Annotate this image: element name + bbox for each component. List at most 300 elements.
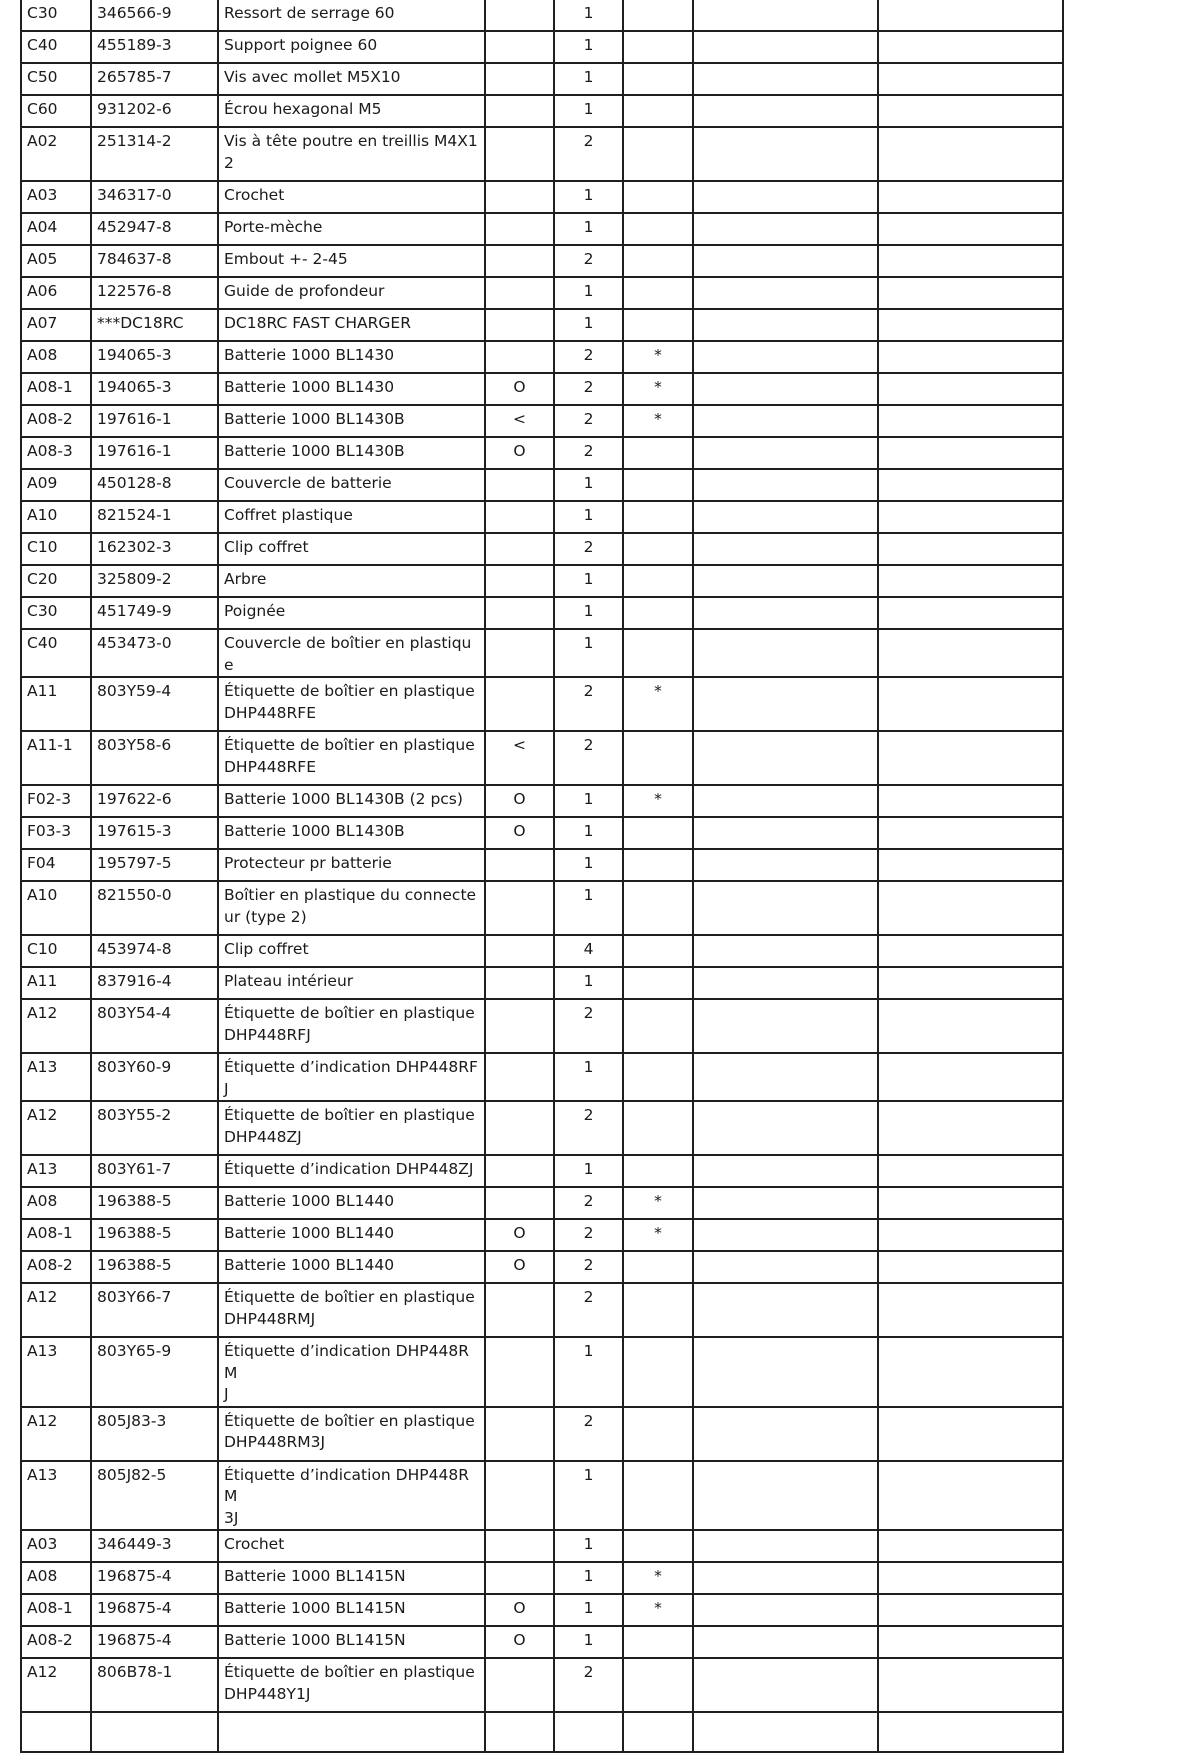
description-cell: Batterie 1000 BL1430B (218, 817, 485, 849)
quantity-cell: 1 (554, 817, 623, 849)
part-number-cell: 452947-8 (91, 213, 218, 245)
item-ref-cell: C50 (21, 63, 91, 95)
item-ref-cell: A08-1 (21, 373, 91, 405)
empty-cell-cell (693, 1712, 878, 1752)
empty-cell-cell (693, 1251, 878, 1283)
description-cell: Batterie 1000 BL1430 (218, 341, 485, 373)
empty-cell-cell (878, 677, 1063, 731)
part-number-cell: 196875-4 (91, 1626, 218, 1658)
change-mark-cell: O (485, 437, 554, 469)
empty-cell-cell (878, 245, 1063, 277)
change-mark-cell (485, 31, 554, 63)
note-mark-cell (623, 245, 693, 277)
quantity-cell: 2 (554, 1251, 623, 1283)
table-row (21, 501, 1063, 533)
description-cell: Vis avec mollet M5X10 (218, 63, 485, 95)
table-row (21, 1407, 1063, 1461)
description-cell: Batterie 1000 BL1430B (218, 405, 485, 437)
item-ref-cell: F02-3 (21, 785, 91, 817)
quantity-cell: 1 (554, 469, 623, 501)
empty-cell-cell (693, 731, 878, 785)
empty-cell-cell (878, 1658, 1063, 1712)
part-number-cell: 803Y66-7 (91, 1283, 218, 1337)
table-row (21, 373, 1063, 405)
quantity-cell: 1 (554, 0, 623, 31)
item-ref-cell: A08-3 (21, 437, 91, 469)
item-ref-cell: A13 (21, 1461, 91, 1531)
part-number-cell: 122576-8 (91, 277, 218, 309)
description-cell: Étiquette de boîtier en plastique DHP448RFJ (218, 999, 485, 1053)
empty-cell-cell (878, 1626, 1063, 1658)
quantity-cell: 1 (554, 1461, 623, 1531)
change-mark-cell (485, 63, 554, 95)
description-cell: Ressort de serrage 60 (218, 0, 485, 31)
quantity-cell: 2 (554, 437, 623, 469)
quantity-cell: 2 (554, 1219, 623, 1251)
empty-cell-cell (693, 1658, 878, 1712)
note-mark-cell (623, 181, 693, 213)
change-mark-cell (485, 1530, 554, 1562)
change-mark-cell (485, 1562, 554, 1594)
quantity-cell: 1 (554, 309, 623, 341)
note-mark-cell (623, 1712, 693, 1752)
note-mark-cell (623, 0, 693, 31)
change-mark-cell (485, 309, 554, 341)
empty-cell-cell (878, 213, 1063, 245)
empty-cell-cell (693, 0, 878, 31)
note-mark-cell (623, 469, 693, 501)
empty-cell-cell (693, 849, 878, 881)
change-mark-cell (485, 127, 554, 181)
table-row (21, 1155, 1063, 1187)
quantity-cell: 2 (554, 533, 623, 565)
part-number-cell: 805J83-3 (91, 1407, 218, 1461)
part-number-cell: 453473-0 (91, 629, 218, 677)
change-mark-cell (485, 0, 554, 31)
empty-cell-cell (878, 95, 1063, 127)
change-mark-cell (485, 935, 554, 967)
note-mark-cell (623, 1101, 693, 1155)
description-cell (218, 1712, 485, 1752)
table-row (21, 1101, 1063, 1155)
note-mark-cell (623, 1530, 693, 1562)
note-mark-cell: * (623, 405, 693, 437)
description-cell: Étiquette de boîtier en plastique DHP448RFE (218, 731, 485, 785)
item-ref-cell (21, 1712, 91, 1752)
item-ref-cell: F03-3 (21, 817, 91, 849)
note-mark-cell: * (623, 785, 693, 817)
quantity-cell: 2 (554, 341, 623, 373)
item-ref-cell: A12 (21, 999, 91, 1053)
empty-cell-cell (693, 1219, 878, 1251)
description-cell: Batterie 1000 BL1430B (2 pcs) (218, 785, 485, 817)
empty-cell-cell (878, 1251, 1063, 1283)
part-number-cell: 455189-3 (91, 31, 218, 63)
empty-cell-cell (878, 967, 1063, 999)
description-cell: Étiquette d’indication DHP448ZJ (218, 1155, 485, 1187)
empty-cell-cell (878, 849, 1063, 881)
table-row (21, 1712, 1063, 1752)
table-row (21, 785, 1063, 817)
empty-cell-cell (878, 731, 1063, 785)
item-ref-cell: A08-1 (21, 1594, 91, 1626)
empty-cell-cell (878, 1187, 1063, 1219)
table-row (21, 935, 1063, 967)
part-number-cell: 803Y54-4 (91, 999, 218, 1053)
empty-cell-cell (878, 565, 1063, 597)
part-number-cell: 803Y60-9 (91, 1053, 218, 1101)
part-number-cell: 196388-5 (91, 1251, 218, 1283)
quantity-cell: 1 (554, 1337, 623, 1407)
table-row (21, 127, 1063, 181)
empty-cell-cell (878, 1155, 1063, 1187)
part-number-cell: 196388-5 (91, 1187, 218, 1219)
table-row (21, 533, 1063, 565)
description-cell: Crochet (218, 1530, 485, 1562)
quantity-cell: 1 (554, 31, 623, 63)
quantity-cell: 1 (554, 181, 623, 213)
note-mark-cell: * (623, 1562, 693, 1594)
quantity-cell: 1 (554, 1594, 623, 1626)
empty-cell-cell (693, 213, 878, 245)
part-number-cell: 251314-2 (91, 127, 218, 181)
item-ref-cell: A13 (21, 1337, 91, 1407)
description-cell: Batterie 1000 BL1440 (218, 1219, 485, 1251)
table-row (21, 967, 1063, 999)
empty-cell-cell (878, 533, 1063, 565)
change-mark-cell (485, 565, 554, 597)
change-mark-cell (485, 881, 554, 935)
note-mark-cell (623, 277, 693, 309)
part-number-cell: 931202-6 (91, 95, 218, 127)
table-row (21, 1461, 1063, 1531)
change-mark-cell (485, 533, 554, 565)
empty-cell-cell (878, 1461, 1063, 1531)
empty-cell-cell (693, 1337, 878, 1407)
item-ref-cell: A08 (21, 341, 91, 373)
item-ref-cell: A08-2 (21, 1251, 91, 1283)
part-number-cell: 197615-3 (91, 817, 218, 849)
note-mark-cell: * (623, 373, 693, 405)
change-mark-cell (485, 501, 554, 533)
note-mark-cell (623, 437, 693, 469)
item-ref-cell: A13 (21, 1053, 91, 1101)
item-ref-cell: A07 (21, 309, 91, 341)
empty-cell-cell (693, 817, 878, 849)
table-row (21, 181, 1063, 213)
empty-cell-cell (878, 373, 1063, 405)
description-cell: Étiquette de boîtier en plastique DHP448RM3J (218, 1407, 485, 1461)
description-cell: Étiquette de boîtier en plastique DHP448ZJ (218, 1101, 485, 1155)
change-mark-cell: O (485, 1251, 554, 1283)
description-cell: Étiquette de boîtier en plastique DHP448Y1J (218, 1658, 485, 1712)
table-row (21, 1562, 1063, 1594)
empty-cell-cell (693, 1594, 878, 1626)
change-mark-cell (485, 677, 554, 731)
description-cell: Étiquette d’indication DHP448RM J (218, 1337, 485, 1407)
quantity-cell: 1 (554, 1626, 623, 1658)
table-row (21, 1658, 1063, 1712)
table-row (21, 341, 1063, 373)
description-cell: Étiquette d’indication DHP448RM 3J (218, 1461, 485, 1531)
note-mark-cell: * (623, 1219, 693, 1251)
change-mark-cell (485, 1155, 554, 1187)
quantity-cell: 1 (554, 785, 623, 817)
description-cell: Crochet (218, 181, 485, 213)
empty-cell-cell (693, 1101, 878, 1155)
empty-cell-cell (693, 629, 878, 677)
part-number-cell: 197616-1 (91, 405, 218, 437)
empty-cell-cell (878, 1562, 1063, 1594)
note-mark-cell (623, 127, 693, 181)
quantity-cell: 2 (554, 1658, 623, 1712)
empty-cell-cell (878, 0, 1063, 31)
empty-cell-cell (878, 1337, 1063, 1407)
part-number-cell: 803Y58-6 (91, 731, 218, 785)
change-mark-cell (485, 469, 554, 501)
description-cell: Étiquette d’indication DHP448RFJ (218, 1053, 485, 1101)
description-cell: Batterie 1000 BL1430B (218, 437, 485, 469)
quantity-cell: 1 (554, 565, 623, 597)
description-cell: Support poignee 60 (218, 31, 485, 63)
description-cell: Batterie 1000 BL1440 (218, 1251, 485, 1283)
quantity-cell: 2 (554, 1101, 623, 1155)
quantity-cell: 1 (554, 1562, 623, 1594)
empty-cell-cell (693, 935, 878, 967)
part-number-cell: 346317-0 (91, 181, 218, 213)
table-row (21, 31, 1063, 63)
quantity-cell: 2 (554, 1187, 623, 1219)
empty-cell-cell (878, 629, 1063, 677)
item-ref-cell: C30 (21, 597, 91, 629)
change-mark-cell (485, 341, 554, 373)
item-ref-cell: A10 (21, 881, 91, 935)
description-cell: Batterie 1000 BL1415N (218, 1562, 485, 1594)
empty-cell-cell (693, 967, 878, 999)
note-mark-cell (623, 309, 693, 341)
quantity-cell: 1 (554, 501, 623, 533)
note-mark-cell (623, 533, 693, 565)
empty-cell-cell (693, 1461, 878, 1531)
part-number-cell: 196388-5 (91, 1219, 218, 1251)
note-mark-cell (623, 1461, 693, 1531)
note-mark-cell (623, 1251, 693, 1283)
quantity-cell: 2 (554, 677, 623, 731)
empty-cell-cell (693, 1187, 878, 1219)
description-cell: Étiquette de boîtier en plastique DHP448RFE (218, 677, 485, 731)
change-mark-cell: O (485, 785, 554, 817)
note-mark-cell (623, 999, 693, 1053)
empty-cell-cell (878, 405, 1063, 437)
empty-cell-cell (693, 785, 878, 817)
note-mark-cell (623, 881, 693, 935)
item-ref-cell: A09 (21, 469, 91, 501)
description-cell: Batterie 1000 BL1415N (218, 1594, 485, 1626)
item-ref-cell: C10 (21, 935, 91, 967)
empty-cell-cell (693, 1053, 878, 1101)
quantity-cell: 2 (554, 1407, 623, 1461)
description-cell: Batterie 1000 BL1415N (218, 1626, 485, 1658)
empty-cell-cell (693, 1407, 878, 1461)
description-cell: DC18RC FAST CHARGER (218, 309, 485, 341)
parts-table-body (21, 0, 1063, 1752)
empty-cell-cell (693, 501, 878, 533)
table-row (21, 881, 1063, 935)
empty-cell-cell (693, 597, 878, 629)
quantity-cell: 2 (554, 999, 623, 1053)
item-ref-cell: C20 (21, 565, 91, 597)
quantity-cell: 1 (554, 1155, 623, 1187)
item-ref-cell: C30 (21, 0, 91, 31)
empty-cell-cell (693, 881, 878, 935)
change-mark-cell (485, 1712, 554, 1752)
part-number-cell: 325809-2 (91, 565, 218, 597)
empty-cell-cell (878, 1530, 1063, 1562)
description-cell: Protecteur pr batterie (218, 849, 485, 881)
table-row (21, 1626, 1063, 1658)
part-number-cell: 803Y59-4 (91, 677, 218, 731)
description-cell: Étiquette de boîtier en plastique DHP448RMJ (218, 1283, 485, 1337)
note-mark-cell (623, 1626, 693, 1658)
quantity-cell: 1 (554, 1530, 623, 1562)
empty-cell-cell (878, 597, 1063, 629)
item-ref-cell: A13 (21, 1155, 91, 1187)
quantity-cell: 1 (554, 629, 623, 677)
item-ref-cell: A02 (21, 127, 91, 181)
empty-cell-cell (693, 677, 878, 731)
part-number-cell: 194065-3 (91, 341, 218, 373)
empty-cell-cell (878, 501, 1063, 533)
item-ref-cell: C60 (21, 95, 91, 127)
quantity-cell (554, 1712, 623, 1752)
empty-cell-cell (693, 1626, 878, 1658)
change-mark-cell: O (485, 373, 554, 405)
note-mark-cell (623, 849, 693, 881)
empty-cell-cell (878, 1101, 1063, 1155)
table-row (21, 405, 1063, 437)
note-mark-cell (623, 501, 693, 533)
empty-cell-cell (878, 881, 1063, 935)
part-number-cell: 805J82-5 (91, 1461, 218, 1531)
change-mark-cell (485, 181, 554, 213)
quantity-cell: 1 (554, 1053, 623, 1101)
change-mark-cell (485, 245, 554, 277)
change-mark-cell (485, 95, 554, 127)
table-row (21, 1283, 1063, 1337)
change-mark-cell (485, 1283, 554, 1337)
quantity-cell: 1 (554, 63, 623, 95)
item-ref-cell: A06 (21, 277, 91, 309)
quantity-cell: 2 (554, 405, 623, 437)
note-mark-cell (623, 1053, 693, 1101)
empty-cell-cell (693, 405, 878, 437)
item-ref-cell: A08-1 (21, 1219, 91, 1251)
description-cell: Arbre (218, 565, 485, 597)
empty-cell-cell (878, 31, 1063, 63)
table-row (21, 677, 1063, 731)
description-cell: Boîtier en plastique du connecte ur (type 2) (218, 881, 485, 935)
part-number-cell: 837916-4 (91, 967, 218, 999)
item-ref-cell: A08 (21, 1562, 91, 1594)
item-ref-cell: A12 (21, 1658, 91, 1712)
change-mark-cell (485, 1053, 554, 1101)
description-cell: Embout +- 2-45 (218, 245, 485, 277)
item-ref-cell: C10 (21, 533, 91, 565)
description-cell: Batterie 1000 BL1430 (218, 373, 485, 405)
part-number-cell: 803Y65-9 (91, 1337, 218, 1407)
table-row (21, 731, 1063, 785)
part-number-cell: 194065-3 (91, 373, 218, 405)
description-cell: Clip coffret (218, 935, 485, 967)
table-row (21, 1337, 1063, 1407)
table-row (21, 817, 1063, 849)
empty-cell-cell (693, 31, 878, 63)
part-number-cell: 784637-8 (91, 245, 218, 277)
note-mark-cell (623, 95, 693, 127)
part-number-cell: 803Y61-7 (91, 1155, 218, 1187)
empty-cell-cell (693, 1562, 878, 1594)
note-mark-cell (623, 1658, 693, 1712)
change-mark-cell: O (485, 1594, 554, 1626)
empty-cell-cell (693, 1283, 878, 1337)
description-cell: Poignée (218, 597, 485, 629)
empty-cell-cell (878, 437, 1063, 469)
table-row (21, 63, 1063, 95)
part-number-cell: 162302-3 (91, 533, 218, 565)
quantity-cell: 4 (554, 935, 623, 967)
empty-cell-cell (878, 999, 1063, 1053)
empty-cell-cell (878, 785, 1063, 817)
part-number-cell: 265785-7 (91, 63, 218, 95)
empty-cell-cell (693, 63, 878, 95)
table-row (21, 1594, 1063, 1626)
item-ref-cell: A05 (21, 245, 91, 277)
table-row (21, 95, 1063, 127)
table-row (21, 565, 1063, 597)
empty-cell-cell (693, 341, 878, 373)
part-number-cell: 196875-4 (91, 1594, 218, 1626)
note-mark-cell (623, 629, 693, 677)
part-number-cell: 346566-9 (91, 0, 218, 31)
empty-cell-cell (693, 309, 878, 341)
item-ref-cell: A03 (21, 1530, 91, 1562)
empty-cell-cell (878, 181, 1063, 213)
part-number-cell: 821550-0 (91, 881, 218, 935)
empty-cell-cell (878, 1594, 1063, 1626)
change-mark-cell (485, 1461, 554, 1531)
item-ref-cell: A08-2 (21, 1626, 91, 1658)
change-mark-cell (485, 597, 554, 629)
empty-cell-cell (878, 63, 1063, 95)
table-row (21, 999, 1063, 1053)
empty-cell-cell (693, 373, 878, 405)
change-mark-cell: < (485, 731, 554, 785)
empty-cell-cell (693, 469, 878, 501)
empty-cell-cell (878, 1283, 1063, 1337)
empty-cell-cell (693, 95, 878, 127)
item-ref-cell: A04 (21, 213, 91, 245)
description-cell: Porte-mèche (218, 213, 485, 245)
description-cell: Couvercle de boîtier en plastique (218, 629, 485, 677)
description-cell: Batterie 1000 BL1440 (218, 1187, 485, 1219)
table-row (21, 597, 1063, 629)
note-mark-cell (623, 1283, 693, 1337)
empty-cell-cell (878, 817, 1063, 849)
empty-cell-cell (878, 341, 1063, 373)
empty-cell-cell (693, 999, 878, 1053)
part-number-cell: 453974-8 (91, 935, 218, 967)
part-number-cell: ***DC18RC (91, 309, 218, 341)
